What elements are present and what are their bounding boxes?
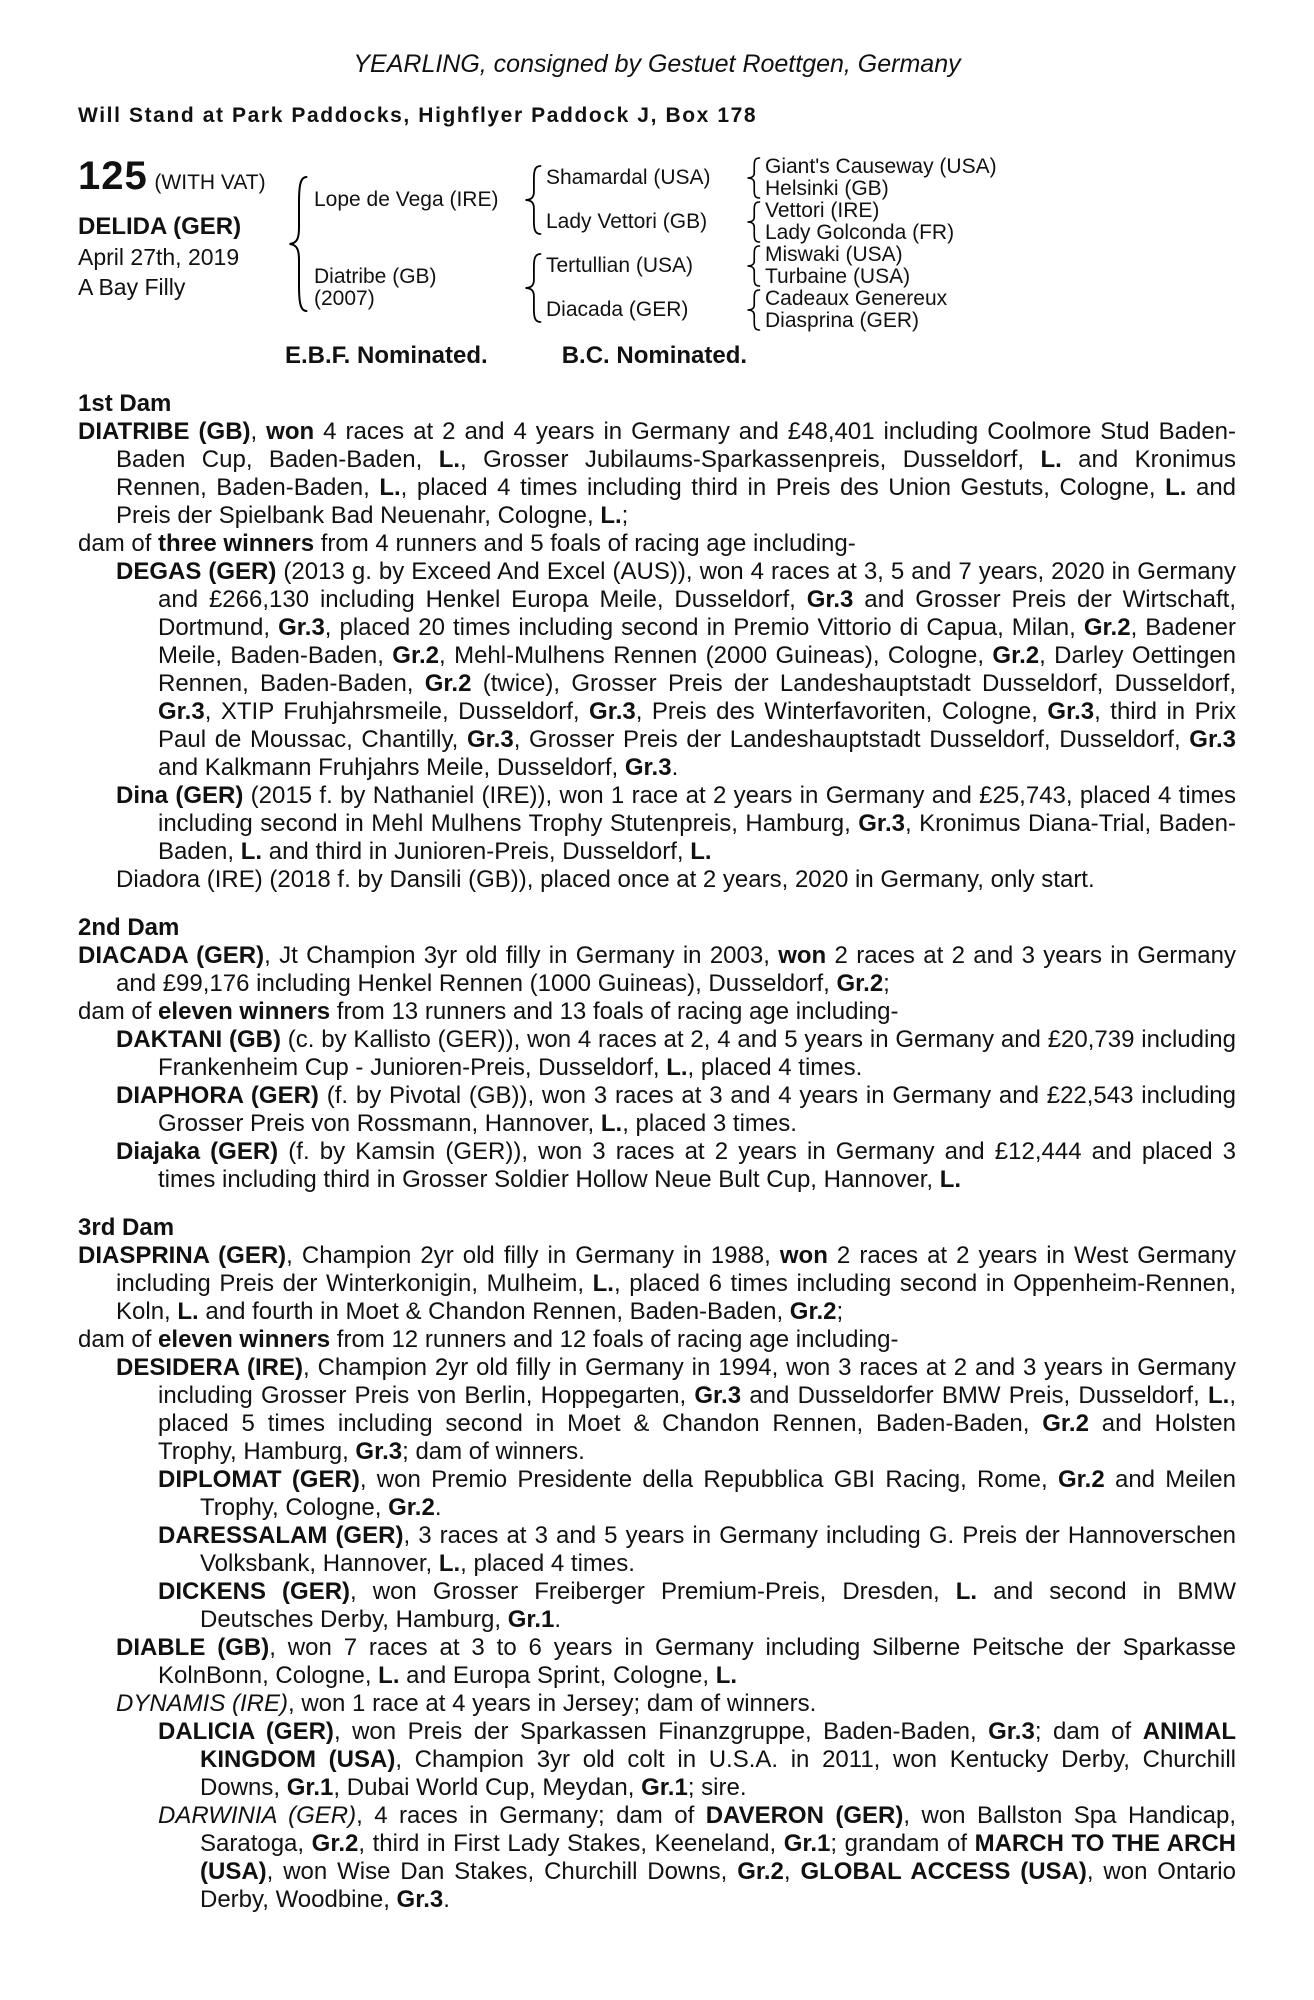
text-run: ANIMAL KINGDOM (USA) xyxy=(200,1718,1237,1773)
text-run: , 4 races in Germany; dam of xyxy=(356,1802,706,1829)
text-run: (2015 f. by Nathaniel (IRE)), won 1 race at 2 years in Germany and £25,743, placed 4 times including second in Mehl Mulhens Trophy Stutenpreis, Hamburg, xyxy=(158,782,1236,837)
text-run: DAKTANI (GB) xyxy=(116,1026,281,1053)
great-grandparents xyxy=(765,288,1015,332)
text-run: , won Ontario Derby, Woodbine, xyxy=(200,1858,1236,1913)
dam-year: (2007) xyxy=(314,287,375,310)
text-run: Gr.2 xyxy=(836,970,884,997)
text-run: Gr.3 xyxy=(355,1438,403,1465)
text-run: . xyxy=(671,754,679,781)
text-run: and Dusseldorfer BMW Preis, Dusseldorf, xyxy=(741,1382,1208,1409)
pedigree-paragraph xyxy=(78,1718,1236,1802)
text-run: Gr.2 xyxy=(1042,1410,1089,1437)
text-run: Gr.2 xyxy=(311,1830,359,1857)
text-run: 2 races at 2 years in West Germany including Preis der Winterkonigin, Mulheim, xyxy=(116,1242,1237,1297)
text-run: , placed 4 times. xyxy=(687,1054,863,1081)
grandsire-row xyxy=(546,244,1015,288)
pedigree-brace-xl-icon xyxy=(288,176,308,312)
sire-brace-cell xyxy=(524,156,546,244)
text-run: DEGAS (GER) xyxy=(116,558,277,585)
gp-brace-cell xyxy=(746,288,765,332)
text-run: Gr.2 xyxy=(424,670,472,697)
text-run: L. xyxy=(438,446,461,473)
pedigree-paragraph xyxy=(78,998,1236,1026)
text-run: Gr.2 xyxy=(1057,1466,1105,1493)
text-run: and Kalkmann Fruhjahrs Meile, Dusseldorf, xyxy=(158,754,625,781)
text-run: , won 1 race at 4 years in Jersey; dam of winners. xyxy=(288,1690,817,1717)
great-grandparents xyxy=(765,200,1015,244)
text-run: Gr.3 xyxy=(806,586,854,613)
text-run: . xyxy=(443,1886,450,1913)
text-run: , Champion 2yr old filly in Germany in 1988, xyxy=(286,1242,780,1269)
text-run: Gr.3 xyxy=(467,726,514,753)
text-run: L. xyxy=(177,1298,199,1325)
text-run: and Grosser Preis der Wirtschaft, Dortmund, xyxy=(158,586,1236,641)
great-grandparents xyxy=(765,244,1015,288)
dam-dam-name: Diacada (GER) xyxy=(546,298,689,321)
text-run: DALICIA (GER) xyxy=(158,1718,334,1745)
nominations-row xyxy=(78,342,1236,370)
text-run: Gr.2 xyxy=(1083,614,1131,641)
text-run: , placed 4 times including third in Preis des Union Gestuts, Cologne, xyxy=(400,474,1166,501)
text-run: DIASPRINA (GER) xyxy=(78,1242,287,1269)
text-run: , placed 6 times including second in Oppenheim-Rennen, Koln, xyxy=(116,1270,1236,1325)
text-run: L. xyxy=(955,1578,978,1605)
pedigree-paragraph xyxy=(78,1634,1236,1690)
text-run: , Champion 2yr old filly in Germany in 1994, won 3 races at 2 and 3 years in Germany including Grosser Preis von Berlin, Hoppegarten, xyxy=(158,1354,1237,1409)
ebf-nomination: E.B.F. Nominated. xyxy=(285,342,488,369)
lot-number: 125 xyxy=(78,154,148,198)
text-run: , won Grosser Freiberger Premium-Preis, Dresden, xyxy=(350,1578,956,1605)
text-run: DIPLOMAT (GER) xyxy=(158,1466,360,1493)
pedigree-paragraph xyxy=(78,1026,1236,1082)
sire-cell xyxy=(314,189,524,211)
text-run: (2013 g. by Exceed And Excel (AUS)), won 4 races at 3, 5 and 7 years, 2020 in Germany and £266,130 including Henkel Europa Meile, Dusseldorf, xyxy=(158,558,1237,613)
vat-note: (WITH VAT) xyxy=(154,171,266,194)
ggp-name: Miswaki (USA) xyxy=(765,243,903,266)
text-run: ; sire. xyxy=(687,1774,747,1801)
text-run: ; xyxy=(836,1298,844,1325)
text-run: won xyxy=(266,418,315,445)
text-run: L. xyxy=(600,502,622,529)
pedigree-paragraph xyxy=(78,1354,1236,1466)
pedigree-paragraph xyxy=(78,1138,1236,1194)
text-run: won xyxy=(779,1242,828,1269)
text-run: , won Wise Dan Stakes, Churchill Downs, xyxy=(266,1858,738,1885)
pedigree-paragraph xyxy=(78,558,1236,782)
text-run: Dina (GER) xyxy=(116,782,244,809)
great-grandparents xyxy=(765,156,1015,200)
text-run: eleven winners xyxy=(158,1326,331,1353)
text-run: L. xyxy=(666,1054,688,1081)
pedigree-paragraph xyxy=(78,782,1236,866)
text-run: . xyxy=(434,1494,442,1521)
text-run: Gr.3 xyxy=(1047,698,1095,725)
text-run: DESIDERA (IRE) xyxy=(116,1354,304,1381)
sire-sire-name: Shamardal (USA) xyxy=(546,166,711,189)
consignment-title: YEARLING, consigned by Gestuet Roettgen, Germany xyxy=(353,50,961,78)
gp-brace-cell xyxy=(746,156,765,200)
text-run: eleven winners xyxy=(158,998,331,1025)
text-run: , xyxy=(783,1858,801,1885)
pedigree-paragraph xyxy=(78,942,1236,998)
text-run: Gr.3 xyxy=(988,1718,1035,1745)
pedigree-block xyxy=(78,156,1236,332)
text-run: DARESSALAM (GER) xyxy=(158,1522,404,1549)
lot-number-row xyxy=(78,154,288,198)
text-run: , Jt Champion 3yr old filly in Germany in 2003, xyxy=(264,942,779,969)
text-run: , XTIP Fruhjahrsmeile, Dusseldorf, xyxy=(204,698,590,725)
text-run: Gr.3 xyxy=(278,614,325,641)
grandsire-row xyxy=(546,156,1015,200)
text-run: , placed 3 times. xyxy=(622,1110,797,1137)
text-run: Gr.1 xyxy=(286,1774,334,1801)
gp-brace-cell xyxy=(746,244,765,288)
text-run: L. xyxy=(379,474,401,501)
text-run: , Badener Meile, Baden-Baden, xyxy=(158,614,1237,669)
text-run: Gr.3 xyxy=(396,1886,444,1913)
text-run: L. xyxy=(592,1270,614,1297)
text-run: dam of xyxy=(78,998,159,1025)
sire-grandparents xyxy=(546,156,1015,244)
dam-branch xyxy=(314,244,1015,332)
text-run: ; xyxy=(883,970,890,997)
pedigree-brace-s-icon xyxy=(746,157,761,199)
pedigree-brace-l-icon xyxy=(524,253,542,323)
text-run: Gr.3 xyxy=(158,698,205,725)
text-run: Gr.3 xyxy=(694,1382,742,1409)
ggp-name: Cadeaux Genereux xyxy=(765,287,948,310)
text-run: L. xyxy=(1165,474,1187,501)
text-run: , Mehl-Mulhens Rennen (2000 Guineas), Cologne, xyxy=(439,642,993,669)
dam-name: Diatribe (GB) xyxy=(314,265,437,288)
text-run: 2 races at 2 and 3 years in Germany and £99,176 including Henkel Rennen (1000 Guineas), Dusseldorf, xyxy=(116,942,1236,997)
lot-info xyxy=(78,156,288,332)
text-run: and fourth in Moet & Chandon Rennen, Baden-Baden, xyxy=(198,1298,790,1325)
foal-date: April 27th, 2019 xyxy=(78,244,240,270)
dam-section-heading: 2nd Dam xyxy=(78,914,180,941)
ggp-name: Giant's Causeway (USA) xyxy=(765,155,997,178)
text-run: Diadora (IRE) (2018 f. by Dansili (GB)), placed once at 2 years, 2020 in Germany, only start. xyxy=(116,866,1095,893)
text-run: , Darley Oettingen Rennen, Baden-Baden, xyxy=(158,642,1237,697)
text-run: DYNAMIS (IRE) xyxy=(116,1690,289,1717)
text-run: Diajaka (GER) xyxy=(116,1138,279,1165)
text-run: and Meilen Trophy, Cologne, xyxy=(200,1466,1236,1521)
pedigree-brace-s-icon xyxy=(746,201,761,243)
text-run: , 3 races at 3 and 5 years in Germany including G. Preis der Hannoverschen Volksbank, Hannover, xyxy=(200,1522,1236,1577)
pedigree-tree xyxy=(314,156,1015,332)
text-run: , third in First Lady Stakes, Keeneland, xyxy=(358,1830,784,1857)
pedigree-brace-l-icon xyxy=(524,165,542,235)
granddam-row xyxy=(546,200,1015,244)
text-run: L. xyxy=(378,1662,400,1689)
pedigree-paragraph xyxy=(78,1466,1236,1522)
dam-cell xyxy=(314,266,524,310)
bc-nomination: B.C. Nominated. xyxy=(561,342,748,369)
pedigree-paragraph xyxy=(78,530,1236,558)
text-run: , won Premio Presidente della Repubblica GBI Racing, Rome, xyxy=(359,1466,1058,1493)
pedigree-paragraph xyxy=(78,1578,1236,1634)
horse-description: A Bay Filly xyxy=(78,274,186,300)
text-run: , Champion 3yr old colt in U.S.A. in 2011, won Kentucky Derby, Churchill Downs, xyxy=(200,1746,1236,1801)
text-run: Gr.3 xyxy=(624,754,672,781)
text-run: Gr.2 xyxy=(737,1858,784,1885)
text-run: 4 races at 2 and 4 years in Germany and £48,401 including Coolmore Stud Baden-Baden Cup, Baden-Baden, xyxy=(116,418,1237,473)
pedigree-paragraph xyxy=(78,1242,1236,1326)
text-run: ; xyxy=(621,502,629,529)
text-run: L. xyxy=(1208,1382,1230,1409)
text-run: L. xyxy=(1040,446,1062,473)
horse-name: DELIDA (GER) xyxy=(78,213,242,240)
text-run: GLOBAL ACCESS (USA) xyxy=(800,1858,1087,1885)
text-run: DIATRIBE (GB) xyxy=(78,418,251,445)
text-run: and third in Junioren-Preis, Dusseldorf, xyxy=(262,838,691,865)
sire-name: Lope de Vega (IRE) xyxy=(314,188,499,211)
pedigree-paragraph xyxy=(78,418,1236,530)
dam-grandparents xyxy=(546,244,1015,332)
text-run: dam of xyxy=(78,1326,159,1353)
pedigree-paragraph xyxy=(78,1326,1236,1354)
text-run: (c. by Kallisto (GER)), won 4 races at 2, 4 and 5 years in Germany and £20,739 including Frankenheim Cup - Junioren-Preis, Dusseldorf, xyxy=(158,1026,1236,1081)
dam-section-heading: 1st Dam xyxy=(78,390,172,417)
text-run: Gr.3 xyxy=(858,810,905,837)
dam-sections xyxy=(78,390,1236,1914)
pedigree-paragraph xyxy=(78,1522,1236,1578)
pedigree-paragraph xyxy=(78,866,1236,894)
ggp-name: Lady Golconda (FR) xyxy=(765,221,955,244)
text-run: from 12 runners and 12 foals of racing age including- xyxy=(330,1326,899,1353)
dam-brace-cell xyxy=(524,244,546,332)
text-run: ; grandam of xyxy=(830,1830,975,1857)
ggp-name: Turbaine (USA) xyxy=(765,265,911,288)
text-run: (f. by Pivotal (GB)), won 3 races at 3 and 4 years in Germany and £22,543 including Grosser Preis von Rossmann, Hannover, xyxy=(158,1082,1237,1137)
sire-dam-name: Lady Vettori (GB) xyxy=(546,210,708,233)
pedigree-brace-xl-cell xyxy=(288,156,314,332)
pedigree-paragraph xyxy=(78,1082,1236,1138)
text-run: Gr.2 xyxy=(992,642,1040,669)
pedigree-paragraph xyxy=(78,1690,1236,1718)
text-run: Gr.3 xyxy=(589,698,636,725)
granddam-row xyxy=(546,288,1015,332)
text-run: from 4 runners and 5 foals of racing age including- xyxy=(314,530,856,557)
text-run: , placed 4 times. xyxy=(460,1550,635,1577)
dam-section-heading: 3rd Dam xyxy=(78,1214,175,1241)
text-run: , won 7 races at 3 to 6 years in Germany including Silberne Peitsche der Sparkasse KolnBonn, Cologne, xyxy=(158,1634,1237,1689)
text-run: , Grosser Jubilaums-Sparkassenpreis, Dusseldorf, xyxy=(460,446,1041,473)
text-run: (twice), Grosser Preis der Landeshauptstadt Dusseldorf, Dusseldorf, xyxy=(471,670,1236,697)
text-run: from 13 runners and 13 foals of racing age including- xyxy=(330,998,899,1025)
text-run: DAVERON (GER) xyxy=(705,1802,904,1829)
text-run: DIACADA (GER) xyxy=(78,942,265,969)
text-run: and Preis der Spielbank Bad Neuenahr, Cologne, xyxy=(116,474,1237,529)
text-run: L. xyxy=(600,1110,623,1137)
text-run: Gr.2 xyxy=(392,642,439,669)
text-run: . xyxy=(554,1606,562,1633)
pedigree-brace-s-icon xyxy=(746,245,761,287)
text-run: ; dam of winners. xyxy=(402,1438,585,1465)
text-run: Gr.2 xyxy=(789,1298,837,1325)
text-run: L. xyxy=(240,838,263,865)
stand-location: Will Stand at Park Paddocks, Highflyer Paddock J, Box 178 xyxy=(78,104,758,127)
text-run: Gr.3 xyxy=(1189,726,1236,753)
text-run: , xyxy=(250,418,267,445)
text-run: L. xyxy=(715,1662,738,1689)
pedigree-paragraph xyxy=(78,1802,1236,1914)
pedigree-brace-s-icon xyxy=(746,289,761,331)
text-run: DARWINIA (GER) xyxy=(158,1802,357,1829)
text-run: , Preis des Winterfavoriten, Cologne, xyxy=(635,698,1048,725)
ggp-name: Vettori (IRE) xyxy=(765,199,880,222)
text-run: three winners xyxy=(158,530,315,557)
text-run: (f. by Kamsin (GER)), won 3 races at 2 years in Germany and £12,444 and placed 3 times including third in Grosser Soldier Hollow Neue Bult Cup, Hannover, xyxy=(158,1138,1237,1193)
text-run: and Holsten Trophy, Hamburg, xyxy=(158,1410,1236,1465)
ggp-name: Helsinki (GB) xyxy=(765,177,889,200)
text-run: ; dam of xyxy=(1034,1718,1143,1745)
text-run: , Grosser Preis der Landeshauptstadt Dusseldorf, Dusseldorf, xyxy=(513,726,1190,753)
text-run: Gr.2 xyxy=(388,1494,435,1521)
text-run: and Kronimus Rennen, Baden-Baden, xyxy=(116,446,1236,501)
dam-sire-name: Tertullian (USA) xyxy=(546,254,694,277)
text-run: , placed 5 times including second in Moet & Chandon Rennen, Baden-Baden, xyxy=(158,1382,1236,1437)
text-run: and Europa Sprint, Cologne, xyxy=(399,1662,716,1689)
text-run: Gr.1 xyxy=(641,1774,688,1801)
text-run: L. xyxy=(690,838,712,865)
gp-brace-cell xyxy=(746,200,765,244)
text-run: MARCH TO THE ARCH (USA) xyxy=(200,1830,1236,1885)
text-run: , placed 20 times including second in Premio Vittorio di Capua, Milan, xyxy=(324,614,1084,641)
text-run: dam of xyxy=(78,530,159,557)
text-run: , Dubai World Cup, Meydan, xyxy=(333,1774,642,1801)
text-run: DICKENS (GER) xyxy=(158,1578,351,1605)
text-run: Gr.1 xyxy=(783,1830,831,1857)
text-run: DIAPHORA (GER) xyxy=(116,1082,319,1109)
text-run: L. xyxy=(438,1550,461,1577)
text-run: , Kronimus Diana-Trial, Baden-Baden, xyxy=(158,810,1236,865)
text-run: won xyxy=(778,942,827,969)
text-run: , third in Prix Paul de Moussac, Chantilly, xyxy=(158,698,1236,753)
text-run: and second in BMW Deutsches Derby, Hamburg, xyxy=(200,1578,1237,1633)
text-run: , won Ballston Spa Handicap, Saratoga, xyxy=(200,1802,1237,1857)
text-run: DIABLE (GB) xyxy=(116,1634,270,1661)
sire-branch xyxy=(314,156,1015,244)
text-run: Gr.1 xyxy=(507,1606,555,1633)
text-run: , won Preis der Sparkassen Finanzgruppe, Baden-Baden, xyxy=(333,1718,989,1745)
ggp-name: Diasprina (GER) xyxy=(765,309,920,332)
text-run: L. xyxy=(939,1166,962,1193)
